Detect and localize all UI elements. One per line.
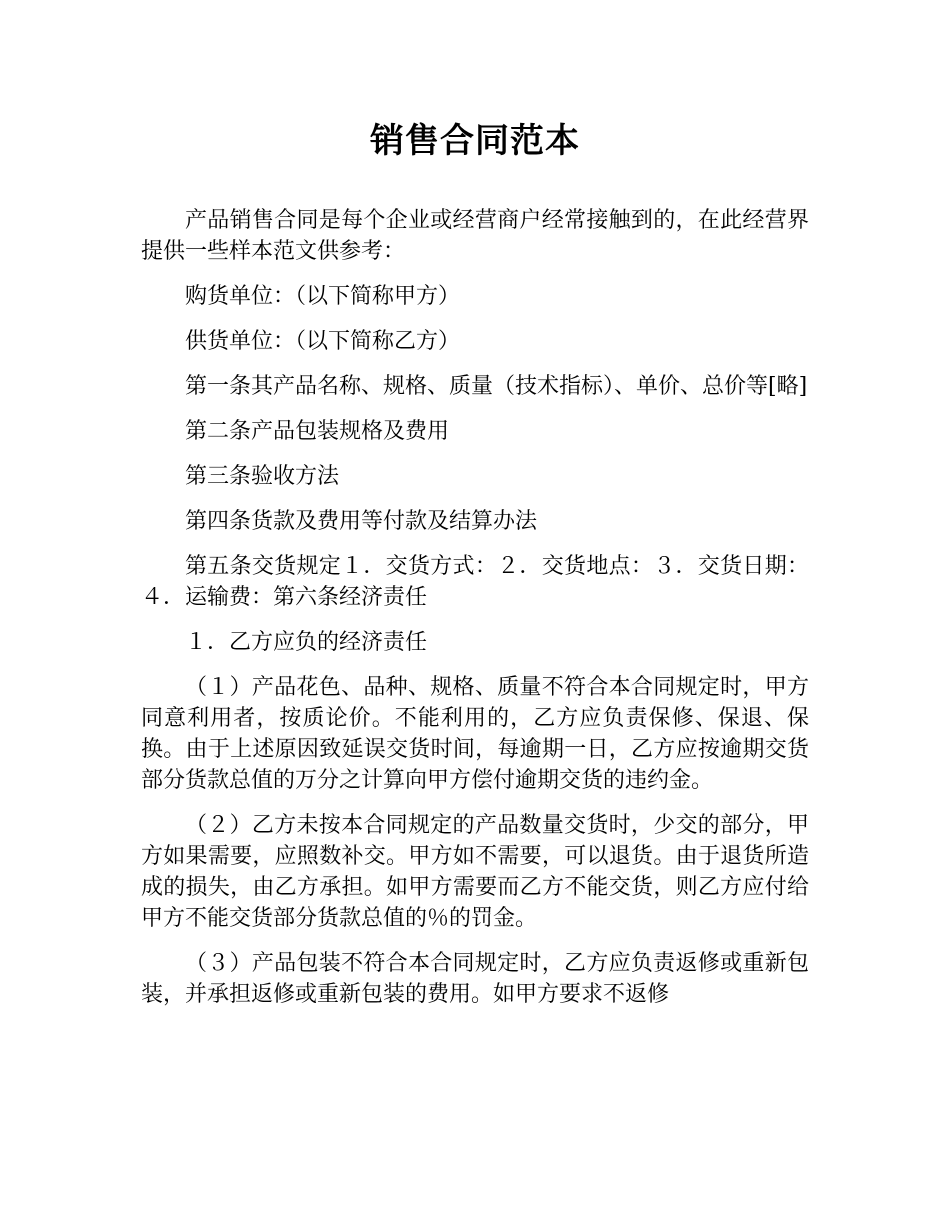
paragraph-clause-2: （２）乙方未按本合同规定的产品数量交货时，少交的部分，甲方如果需要，应照数补交。甲方如不需要，可以退货。由于退货所造成的损失，由乙方承担。如甲方需要而乙方不能交货，则乙方应付给甲方不能交货部分货款总值的％的罚金。	[141, 813, 809, 931]
paragraph-clause-3: （３）产品包装不符合本合同规定时，乙方应负责返修或重新包装，并承担返修或重新包装的费用。如甲方要求不返修	[141, 951, 809, 1007]
paragraph-article-3: 第三条验收方法	[185, 464, 340, 489]
paragraph-seller: 供货单位：（以下简称乙方）	[185, 329, 461, 354]
paragraph-article-2: 第二条产品包装规格及费用	[185, 419, 450, 444]
paragraph-article-4: 第四条货款及费用等付款及结算办法	[185, 509, 538, 534]
paragraph-buyer: 购货单位：（以下简称甲方）	[185, 284, 461, 309]
paragraph-liability-heading: １．乙方应负的经济责任	[185, 630, 428, 655]
paragraph-intro: 产品销售合同是每个企业或经营商户经常接触到的，在此经营界提供一些样本范文供参考：	[141, 208, 809, 264]
paragraph-article-1: 第一条其产品名称、规格、质量（技术指标）、单价、总价等[略]	[185, 374, 808, 399]
paragraph-clause-1: （１）产品花色、品种、规格、质量不符合本合同规定时，甲方同意利用者，按质论价。不能利用的，乙方应负责保修、保退、保换。由于上述原因致延误交货时间，每逾期一日，乙方应按逾期交货部分货款总值的万分之计算向甲方偿付逾期交货的违约金。	[141, 675, 809, 793]
document-body	[141, 205, 809, 1024]
document-title: 销售合同范本	[370, 121, 580, 161]
paragraph-article-5: 第五条交货规定１．交货方式：２．交货地点：３．交货日期：４．运输费：第六条经济责任	[141, 554, 809, 610]
